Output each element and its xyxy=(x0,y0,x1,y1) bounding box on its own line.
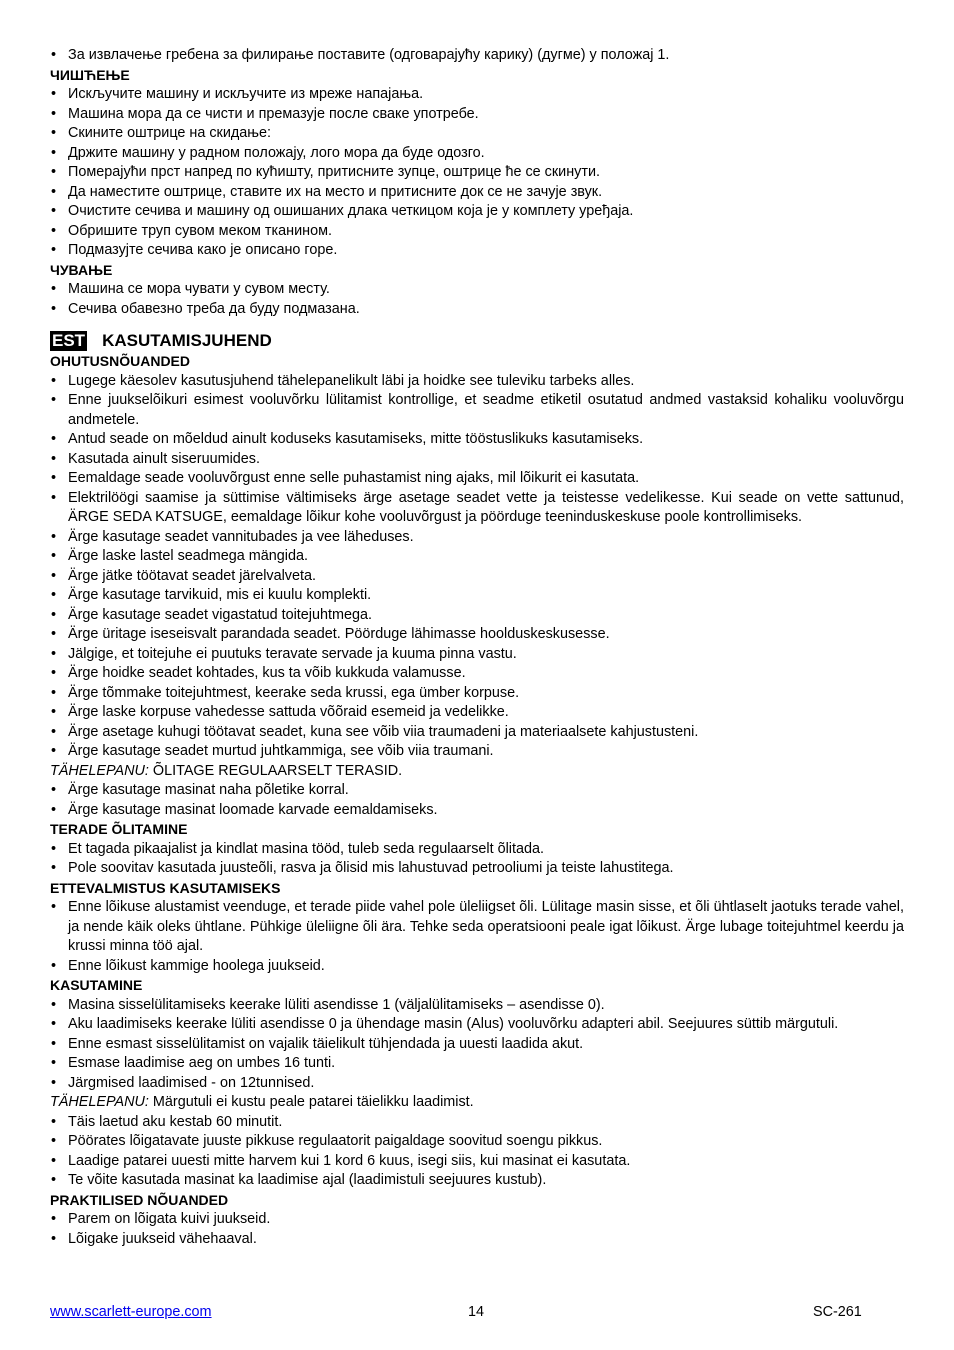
list-item: • За извлачење гребена за филирање поставите (одговарајућу карику) (дугме) у положај 1. xyxy=(50,46,904,66)
storage-list xyxy=(50,280,904,319)
note-label: TÄHELEPANU: xyxy=(50,762,149,779)
section-heading-oiling: TERADE ÕLITAMINE xyxy=(50,821,188,837)
list-item: • Померајући прст напред по кућишту, притисните зупце, оштрице ће се скинути. xyxy=(50,163,904,183)
note-label: TÄHELEPANU: xyxy=(50,1094,149,1110)
list-item: • Да наместите оштрице, ставите их на место и притисните док се не зачује звук. xyxy=(50,183,904,203)
list-item: • Очистите сечива и машину од ошишаних длака четкицом која је у комплету уређаја. xyxy=(50,202,904,222)
tips-list xyxy=(50,1210,904,1249)
website-link[interactable]: www.scarlett-europe.com xyxy=(50,1304,212,1320)
list-item: • Et tagada pikaajalist ja kindlat masina tööd, tuleb seda regulaarselt õlitada. xyxy=(50,840,904,860)
list-item: • Enne juukselõikuri esimest vooluvõrku lülitamist kontrollige, et seadme etiketil osutatud andmed vastaksid kohaliku vooluvõrgu andmetele. xyxy=(50,391,904,430)
list-item: • Ärge tõmmake toitejuhtmest, keerake seda krussi, ega ümber korpuse. xyxy=(50,684,904,704)
list-item: • Сечива обавезно треба да буду подмазана. xyxy=(50,300,904,320)
page-body xyxy=(50,46,904,1249)
list-item: • Ärge kasutage masinat loomade karvade eemaldamiseks. xyxy=(50,801,904,821)
list-item: • Ärge kasutage tarvikuid, mis ei kuulu komplekti. xyxy=(50,586,904,606)
list-item: • Lugege käesolev kasutusjuhend tähelepanelikult läbi ja hoidke see tuleviku tarbeks alles. xyxy=(50,372,904,392)
list-item: • Ärge üritage iseseisvalt parandada seadet. Pöörduge lähimasse hoolduskeskusesse. xyxy=(50,625,904,645)
section-title: KASUTAMISJUHEND xyxy=(102,331,272,351)
list-item: • Parem on lõigata kuivi juukseid. xyxy=(50,1210,904,1230)
list-item: • Pole soovitav kasutada juusteõli, rasva ja õlisid mis lahustuvad petrooliumi ja teiste lahustitega. xyxy=(50,859,904,879)
list-item: • Ärge kasutage seadet vigastatud toitejuhtmega. xyxy=(50,606,904,626)
list-item: • Ärge laske lastel seadmega mängida. xyxy=(50,547,904,567)
preparation-list xyxy=(50,898,904,976)
section-heading-storage: ЧУВАЊЕ xyxy=(50,261,113,278)
list-item: • Обришите труп сувом меком тканином. xyxy=(50,222,904,242)
note-warning-2 xyxy=(50,1093,904,1113)
list-item: • Kasutada ainult siseruumides. xyxy=(50,450,904,470)
list-item: • Искључите машину и искључите из мреже напајања. xyxy=(50,85,904,105)
list-item: • Ärge hoidke seadet kohtades, kus ta võib kukkuda valamusse. xyxy=(50,664,904,684)
list-item: • Скините оштрице на скидање: xyxy=(50,124,904,144)
list-item: • Држите машину у радном положају, лого мора да буде одозго. xyxy=(50,144,904,164)
section-heading-tips: PRAKTILISED NÕUANDED xyxy=(50,1191,229,1208)
oiling-list xyxy=(50,840,904,879)
list-item: • Elektrilöögi saamise ja süttimise vältimiseks ärge asetage seadet vette ja teistesse vedelikesse. Kui seade on vette sattunud, ÄRGE SEDA KATSUGE, eemaldage lõikur kohe vooluvõrgust ja pöörduge teeninduskeskuse poole kontrollimiseks. xyxy=(50,489,904,528)
list-item: • Laadige patarei uuesti mitte harvem kui 1 kord 6 kuus, isegi siis, kui masinat ei kasutata. xyxy=(50,1152,904,1172)
language-badge: EST xyxy=(52,331,86,350)
list-item: • Ärge asetage kuhugi töötavat seadet, kuna see võib viia traumadeni ja materiaalsete kahjustusteni. xyxy=(50,723,904,743)
list-item: • Jälgige, et toitejuhe ei puutuks teravate servade ja kuuma pinna vastu. xyxy=(50,645,904,665)
list-item: • Aku laadimiseks keerake lüliti asendisse 0 ja ühendage masin (Alus) vooluvõrku adapteri abil. Seejuures süttib märgutuli. xyxy=(50,1015,904,1035)
model-number: SC-261 xyxy=(813,1304,862,1320)
safety-list-2 xyxy=(50,781,904,820)
list-item: • Enne esmast sisselülitamist on vajalik täielikult tühjendada ja uuesti laadida akut. xyxy=(50,1035,904,1055)
list-item: • Машина се мора чувати у сувом месту. xyxy=(50,280,904,300)
list-item: • Ärge kasutage seadet murtud juhtkammiga, see võib viia traumani. xyxy=(50,742,904,762)
list-item: • Подмазујте сечива како је описано горе. xyxy=(50,241,904,261)
list-item: • Enne lõikuse alustamist veenduge, et terade piide vahel pole üleliigset õli. Lülitage masin sisse, et õli ühtlaselt jaotuks terade vahel, ja nende käik oleks ühtlane. Pühkige üleliigne õli ära. Tehke seda operatsiooni peale igat lõikust. Ärge lubage toitejuhtmel keerdu ja krussi minna töö ajal. xyxy=(50,898,904,957)
list-item: • Pöörates lõigatavate juuste pikkuse regulaatorit paigaldage soovitud soengu pikkus. xyxy=(50,1132,904,1152)
section-heading-preparation: ETTEVALMISTUS KASUTAMISEKS xyxy=(50,879,281,896)
section-heading-usage: KASUTAMINE xyxy=(50,977,143,993)
list-item: • Lõigake juukseid vähehaaval. xyxy=(50,1230,904,1250)
list-item: • Ärge jätke töötavat seadet järelvalveta. xyxy=(50,567,904,587)
safety-list xyxy=(50,372,904,762)
list-item: • Antud seade on mõeldud ainult koduseks kasutamiseks, mitte tööstuslikuks kasutamiseks. xyxy=(50,430,904,450)
note-warning xyxy=(50,762,904,782)
note-text: Märgutuli ei kustu peale patarei täielikku laadimist. xyxy=(148,1094,474,1110)
list-item: • Masina sisselülitamiseks keerake lüliti asendisse 1 (väljalülitamiseks – asendisse 0). xyxy=(50,996,904,1016)
list-item: • Ärge kasutage masinat naha põletike korral. xyxy=(50,781,904,801)
list-item: • Järgmised laadimised - on 12tunnised. xyxy=(50,1074,904,1094)
usage-list xyxy=(50,996,904,1094)
usage-list-2 xyxy=(50,1113,904,1191)
section-title-est xyxy=(50,330,904,352)
list-item: • Te võite kasutada masinat ka laadimise ajal (laadimistuli seejuures kustub). xyxy=(50,1171,904,1191)
page-number: 14 xyxy=(468,1304,485,1320)
list-item: • Eemaldage seade vooluvõrgust enne selle puhastamist ning ajaks, mil lõikurit ei kasutata. xyxy=(50,469,904,489)
list-item: • Enne lõikust kammige hoolega juukseid. xyxy=(50,957,904,977)
note-text: ÕLITAGE REGULAARSELT TERASID. xyxy=(148,762,403,779)
list-item: • Ärge laske korpuse vahedesse sattuda võõraid esemeid ja vedelikke. xyxy=(50,703,904,723)
section-heading-safety: OHUTUSNÕUANDED xyxy=(50,353,190,369)
list-item: • Täis laetud aku kestab 60 minutit. xyxy=(50,1113,904,1133)
list-item: • Машина мора да се чисти и премазује после сваке употребе. xyxy=(50,105,904,125)
list-item: • Ärge kasutage seadet vannitubades ja vee läheduses. xyxy=(50,528,904,548)
section-heading-cleaning: ЧИШЋЕЊЕ xyxy=(50,66,130,83)
list-item: • Esmase laadimise aeg on umbes 16 tunti. xyxy=(50,1054,904,1074)
cleaning-list xyxy=(50,85,904,261)
